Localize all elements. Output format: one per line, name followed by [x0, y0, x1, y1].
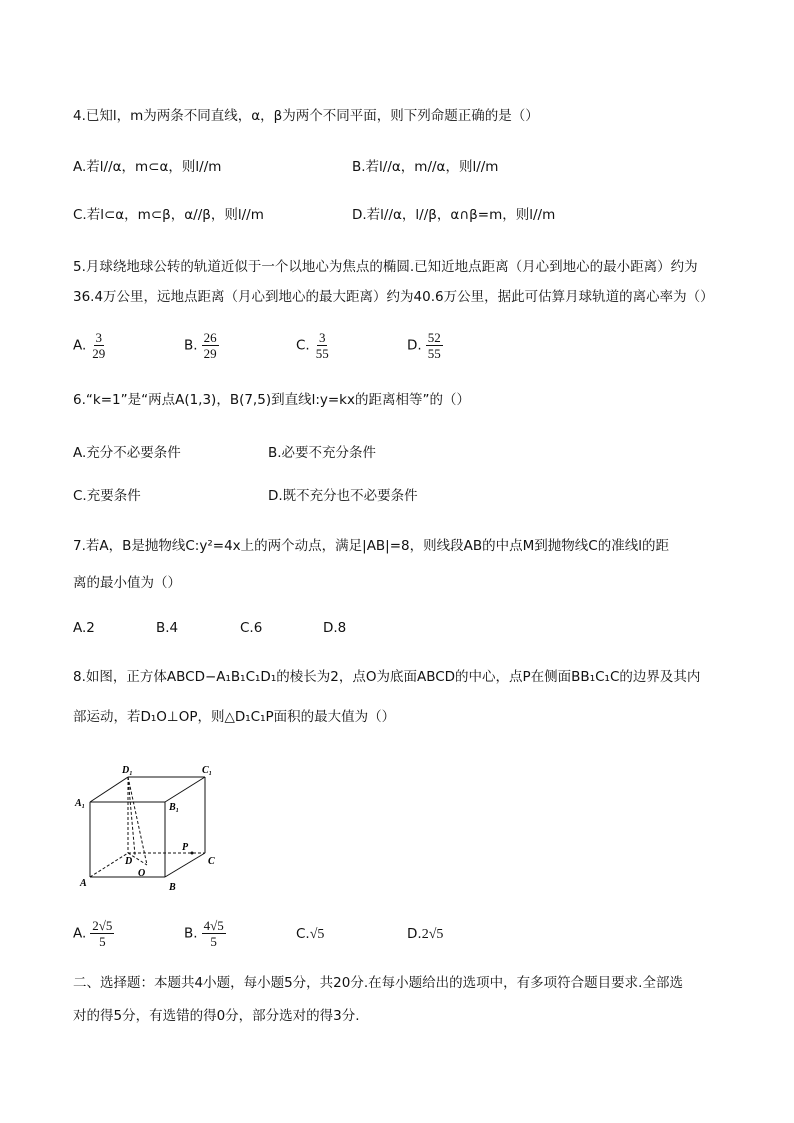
label-b: B	[169, 882, 176, 893]
numerator: 2√5	[92, 918, 113, 933]
point-p	[191, 852, 194, 855]
label-p: P	[182, 842, 189, 853]
label-a: A	[80, 878, 87, 889]
option-label: D.	[407, 337, 422, 354]
q8-stem-line1: 8.如图，正方体ABCD−A₁B₁C₁D₁的棱长为2，点O为底面ABCD的中心，点P在侧面BB₁C₁C的边界及其内	[73, 669, 701, 685]
option-label: C.	[296, 926, 310, 942]
numerator: 26	[203, 330, 217, 345]
edge-ad-hidden	[90, 853, 128, 877]
denominator: 55	[427, 346, 441, 361]
denominator: 5	[99, 934, 106, 949]
edge-b1c1	[165, 777, 205, 802]
q4-option-a: A.若l//α，m⊂α，则l//m	[73, 159, 222, 175]
option-label: C.	[296, 337, 310, 354]
label-c: C	[208, 856, 215, 867]
q8-stem-line2: 部运动，若D₁O⊥OP，则△D₁C₁P面积的最大值为（）	[73, 709, 396, 725]
edge-a1d1	[90, 777, 128, 802]
fraction	[90, 918, 114, 949]
q7-option-d: D.8	[323, 620, 347, 636]
option-value: √5	[309, 927, 325, 942]
q7-option-a: A.2	[73, 620, 95, 636]
denominator: 29	[203, 346, 217, 361]
fraction	[90, 330, 107, 361]
section2-line2: 对的得5分，有选错的得0分，部分选对的得3分.	[73, 1008, 360, 1024]
denominator: 29	[92, 346, 106, 361]
numerator: 52	[427, 330, 441, 345]
fraction	[202, 918, 226, 949]
fraction	[426, 330, 443, 361]
q7-stem-line1: 7.若A，B是抛物线C:y²=4x上的两个动点，满足|AB|=8，则线段AB的中点M到抛物线C的准线l的距	[73, 538, 669, 554]
label-b1: B₁	[169, 802, 180, 813]
q7-option-c: C.6	[240, 620, 263, 636]
q5-option-c	[296, 330, 331, 361]
label-c1: C₁	[202, 765, 213, 776]
denominator: 55	[315, 346, 329, 361]
option-label: B.	[184, 925, 198, 942]
q7-option-b: B.4	[156, 620, 179, 636]
label-d1: D₁	[122, 765, 133, 776]
q8-option-c	[296, 924, 324, 945]
numerator: 3	[318, 330, 326, 345]
numerator: 4√5	[203, 918, 224, 933]
option-label: A.	[73, 925, 87, 942]
fraction	[314, 330, 331, 361]
q6-option-d: D.既不充分也不必要条件	[268, 488, 418, 504]
q6-option-a: A.充分不必要条件	[73, 445, 181, 461]
edge-bc	[165, 853, 205, 877]
q6-option-b: B.必要不充分条件	[268, 445, 377, 461]
fraction	[202, 330, 219, 361]
q5-option-b	[184, 330, 219, 361]
option-value: 2√5	[421, 927, 444, 942]
denominator: 5	[210, 934, 217, 949]
q6-stem: 6.“k=1”是“两点A(1,3)，B(7,5)到直线l:y=kx的距离相等”的（）	[73, 392, 470, 408]
numerator: 3	[95, 330, 103, 345]
q5-option-d	[407, 330, 443, 361]
q5-stem-line2: 36.4万公里，远地点距离（月心到地心的最大距离）约为40.6万公里，据此可估算月球轨道的离心率为（）	[73, 289, 714, 305]
q8-option-a	[73, 918, 114, 949]
label-o: O	[138, 868, 146, 879]
option-label: A.	[73, 337, 87, 354]
q5-option-a	[73, 330, 107, 361]
label-d: D	[125, 856, 133, 867]
q6-option-c: C.充要条件	[73, 488, 141, 504]
q7-stem-line2: 离的最小值为（）	[73, 575, 181, 591]
section2-line1: 二、选择题：本题共4小题，每小题5分，共20分.在每小题给出的选项中，有多项符合题目要求.全部选	[73, 975, 683, 991]
q4-option-d: D.若l//α，l//β，α∩β=m，则l//m	[352, 207, 556, 223]
option-label: D.	[407, 926, 422, 942]
label-a1: A₁	[75, 798, 86, 809]
q4-option-b: B.若l//α，m//α，则l//m	[352, 159, 499, 175]
q8-option-b	[184, 918, 226, 949]
q4-stem: 4.已知l，m为两条不同直线，α，β为两个不同平面，则下列命题正确的是（）	[73, 108, 539, 124]
q4-option-c: C.若l⊂α，m⊂β，α//β，则l//m	[73, 207, 264, 223]
q8-option-d	[407, 924, 443, 945]
segment-d1o-hidden	[128, 777, 147, 865]
q5-stem-line1: 5.月球绕地球公转的轨道近似于一个以地心为焦点的椭圆.已知近地点距离（月心到地心的最小距离）约为	[73, 259, 698, 275]
cube-figure	[70, 760, 230, 895]
option-label: B.	[184, 337, 198, 354]
segment-d1-hidden	[128, 777, 135, 855]
